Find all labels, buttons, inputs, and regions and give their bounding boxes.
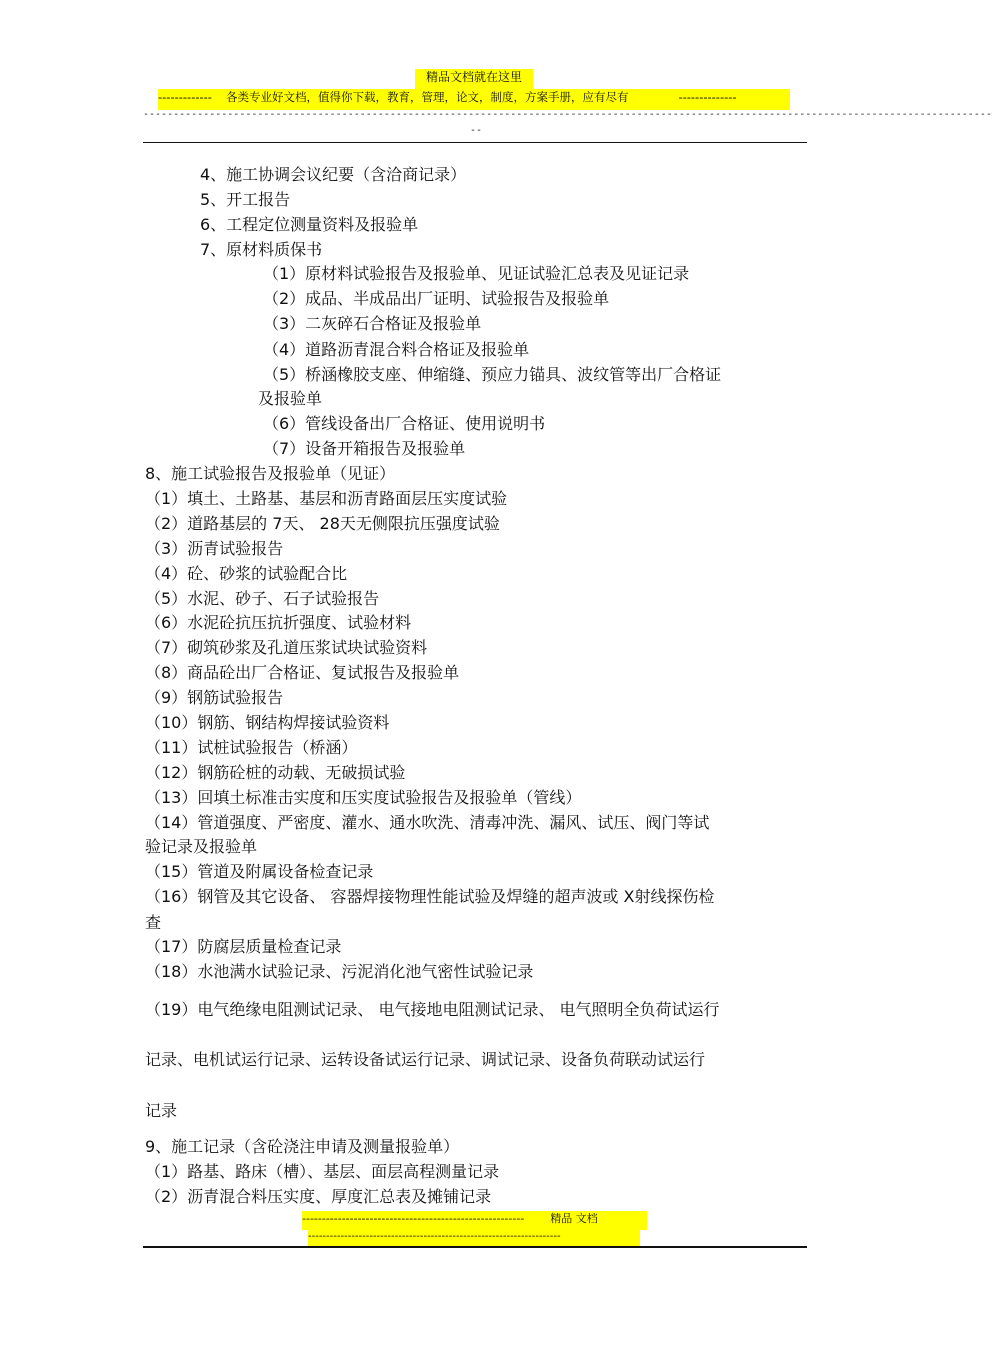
list-item: （4）砼、砂浆的试验配合比: [145, 564, 348, 583]
list-item: （2）沥青混合料压实度、厚度汇总表及摊铺记录: [145, 1187, 492, 1206]
list-item: （13）回填土标准击实度和压实度试验报告及报验单（管线）: [145, 788, 582, 807]
list-item: （1）路基、路床（槽）、基层、面层高程测量记录: [145, 1162, 500, 1181]
list-item-continuation: 记录: [145, 1101, 178, 1120]
list-item: （2）成品、半成品出厂证明、试验报告及报验单: [263, 289, 610, 308]
list-item: （12）钢筋砼桩的动载、无破损试验: [145, 763, 406, 782]
header-tagline-right-dashes: --------------: [678, 90, 737, 104]
header-divider-dashes: ---------------------------------------------------------------------------------------------------------------------------------------------: [143, 109, 992, 120]
list-item: （17）防腐层质量检查记录: [145, 937, 342, 956]
list-item: 4、施工协调会议纪要（含洽商记录）: [200, 165, 467, 184]
header-rule: [143, 142, 807, 143]
footer-dashes-bottom: ----------------------------------------------------------------------: [308, 1230, 640, 1247]
list-item: （4）道路沥青混合料合格证及报验单: [263, 340, 530, 359]
list-item: （6）水泥砼抗压抗折强度、试验材料: [145, 613, 412, 632]
list-item: 7、原材料质保书: [200, 240, 323, 259]
list-item: （18）水池满水试验记录、污泥消化池气密性试验记录: [145, 962, 534, 981]
list-item: （15）管道及附属设备检查记录: [145, 862, 374, 881]
section-heading: 8、施工试验报告及报验单（见证）: [145, 464, 396, 483]
footer-label-bar: [302, 1211, 647, 1230]
list-item: （8）商品砼出厂合格证、复试报告及报验单: [145, 663, 460, 682]
list-item: （7）砌筑砂浆及孔道压浆试块试验资料: [145, 638, 428, 657]
header-tagline: [158, 89, 790, 110]
header-divider-tail: --: [470, 125, 483, 136]
list-item: （11）试桩试验报告（桥涵）: [145, 738, 358, 757]
list-item: （3）二灰碎石合格证及报验单: [263, 314, 482, 333]
list-item: （5）水泥、砂子、石子试验报告: [145, 589, 380, 608]
header-tagline-text: 各类专业好文档，值得你下载，教育，管理，论文，制度，方案手册，应有尽有: [225, 90, 629, 104]
list-item: （3）沥青试验报告: [145, 539, 284, 558]
list-item-continuation: 验记录及报验单: [145, 837, 258, 856]
list-item: （10）钢筋、钢结构焊接试验资料: [145, 713, 390, 732]
list-item: （5）桥涵橡胶支座、伸缩缝、预应力锚具、波纹管等出厂合格证: [263, 365, 722, 384]
list-item: （6）管线设备出厂合格证、使用说明书: [263, 414, 546, 433]
list-item-continuation: 查: [145, 913, 162, 932]
list-item: （1）填土、土路基、基层和沥青路面层压实度试验: [145, 489, 508, 508]
footer-dashes-left: --------------------------------------------------------: [302, 1212, 525, 1225]
list-item: （1）原材料试验报告及报验单、见证试验汇总表及见证记录: [263, 264, 690, 283]
list-item: 6、工程定位测量资料及报验单: [200, 215, 419, 234]
list-item: 5、开工报告: [200, 190, 291, 209]
list-item-continuation: 记录、电机试运行记录、运转设备试运行记录、调试记录、设备负荷联动试运行: [145, 1050, 706, 1069]
header-tagline-left-dashes: -------------: [158, 90, 212, 104]
footer-label: 精品 文档: [550, 1212, 598, 1225]
list-item: （7）设备开箱报告及报验单: [263, 439, 466, 458]
list-item: （2）道路基层的 7天、 28天无侧限抗压强度试验: [145, 514, 500, 533]
header-top-label: 精品文档就在这里: [415, 69, 533, 89]
list-item: （14）管道强度、严密度、灌水、通水吹洗、清毒冲洗、漏风、试压、阀门等试: [145, 813, 710, 832]
section-heading: 9、施工记录（含砼浇注申请及测量报验单）: [145, 1137, 460, 1156]
list-item-continuation: 及报验单: [258, 389, 323, 408]
list-item: （16）钢管及其它设备、 容器焊接物理性能试验及焊缝的超声波或 X射线探伤检: [145, 887, 715, 906]
list-item: （19）电气绝缘电阻测试记录、 电气接地电阻测试记录、 电气照明全负荷试运行: [145, 1000, 720, 1019]
list-item: （9）钢筋试验报告: [145, 688, 284, 707]
footer-rule: [143, 1246, 807, 1248]
